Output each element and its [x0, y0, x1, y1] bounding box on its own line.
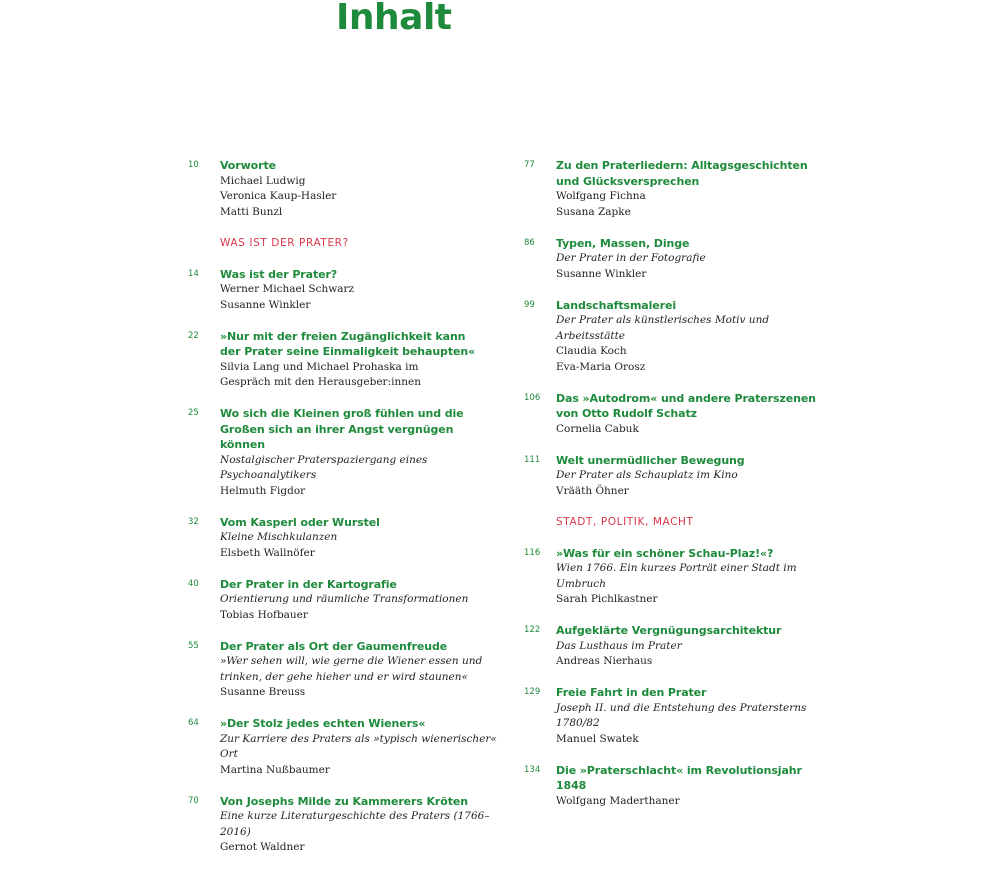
entry-authors: [556, 794, 834, 810]
page-number: 86: [524, 237, 535, 248]
toc-entry: [524, 763, 834, 810]
page-number: 134: [524, 764, 541, 775]
entry-subtitles: [220, 732, 498, 763]
entry-authors: [556, 267, 834, 283]
entry-author-line: Helmuth Figdor: [220, 484, 306, 497]
entry-title-line: Wo sich die Kleinen groß fühlen und die: [220, 407, 464, 420]
entry-titles: [220, 158, 498, 174]
entry-title-line: Die »Praterschlacht« im Revolutionsjahr 1848: [556, 763, 802, 792]
entry-subtitle-line: Orientierung und räumliche Transformationen: [220, 593, 469, 605]
entry-title-line: Vom Kasperl oder Wurstel: [220, 515, 380, 529]
entry-title-line: »Was für ein schöner Schau-Plaz!«?: [556, 546, 774, 560]
entry-author-line: Andreas Nierhaus: [556, 655, 653, 667]
toc-entry: [188, 158, 498, 220]
entry-subtitle-line: Nostalgischer Praterspaziergang eines Psychoanalytikers: [220, 453, 428, 481]
entry-author-line: Werner Michael Schwarz: [220, 283, 355, 295]
entry-subtitles: [220, 654, 498, 685]
toc-entry: [188, 406, 498, 499]
entry-author-line: Sarah Pichlkastner: [556, 593, 658, 605]
entry-title-line: der Prater seine Einmaligkeit behaupten«: [220, 345, 476, 358]
entry-author-line: Claudia Koch: [556, 345, 627, 357]
entry-titles: [220, 329, 498, 360]
entry-subtitles: [556, 313, 834, 344]
entry-author-line: Matti Bunzl: [220, 205, 283, 218]
entry-authors: [220, 174, 498, 221]
toc-entry: [524, 158, 834, 220]
entry-subtitles: [556, 561, 834, 592]
entry-subtitle-line: Der Prater als Schauplatz im Kino: [556, 469, 738, 481]
entry-author-line: Michael Ludwig: [220, 174, 306, 187]
entry-title-line: von Otto Rudolf Schatz: [556, 407, 697, 420]
entry-title-line: Das »Autodrom« und andere Praterszenen: [556, 391, 816, 405]
entry-author-line: Tobias Hofbauer: [220, 608, 308, 621]
entry-authors: [556, 654, 834, 670]
page-number: 106: [524, 392, 541, 403]
entry-subtitle-line: Wien 1766. Ein kurzes Porträt einer Stadt im Umbruch: [556, 562, 797, 590]
section-heading: STADT, POLITIK, MACHT: [556, 515, 694, 528]
entry-titles: [556, 763, 834, 794]
entry-title-line: Aufgeklärte Vergnügungsarchitektur: [556, 624, 782, 637]
entry-author-line: Wolfgang Fichna: [556, 190, 646, 202]
page-number: 55: [188, 640, 199, 651]
toc-block: [524, 546, 834, 810]
entry-subtitle-line: Joseph II. und die Entstehung des Pratersterns 1780/82: [556, 701, 807, 729]
toc-entry: [188, 577, 498, 624]
entry-subtitle-line: Der Prater in der Fotografie: [556, 252, 706, 264]
entry-subtitles: [556, 251, 834, 267]
toc-entry: [188, 716, 498, 778]
entry-title-line: »Nur mit der freien Zugänglichkeit kann: [220, 329, 466, 343]
entry-titles: [556, 236, 834, 252]
page-number: 22: [188, 330, 199, 341]
toc-entry: [524, 546, 834, 608]
entry-title-line: »Der Stolz jedes echten Wieners«: [220, 717, 426, 730]
page-number: 122: [524, 625, 541, 635]
entry-author-line: Vrääth Öhner: [556, 484, 629, 497]
entry-titles: [220, 794, 498, 810]
toc-block: [188, 158, 498, 220]
toc-entry: [524, 391, 834, 438]
entry-titles: [220, 716, 498, 732]
entry-subtitles: [556, 639, 834, 655]
page-number: 99: [524, 299, 535, 310]
entry-title-line: Großen sich an ihrer Angst vergnügen können: [220, 422, 454, 451]
entry-author-line: Veronica Kaup-Hasler: [220, 190, 337, 202]
entry-titles: [556, 623, 834, 639]
entry-authors: [556, 484, 834, 500]
toc-entry: [188, 794, 498, 856]
page-number: 14: [188, 268, 199, 279]
entry-title-line: Zu den Praterliedern: Alltagsgeschichten: [556, 159, 808, 172]
entry-subtitle-line: Kleine Mischkulanzen: [220, 531, 338, 543]
entry-titles: [556, 158, 834, 189]
entry-subtitles: [556, 701, 834, 732]
entry-subtitles: [220, 809, 498, 840]
entry-author-line: Susana Zapke: [556, 205, 631, 218]
toc-entry: [524, 685, 834, 747]
entry-titles: [556, 685, 834, 701]
entry-subtitles: [556, 468, 834, 484]
toc-entry: [188, 515, 498, 562]
entry-authors: [220, 840, 498, 856]
entry-title-line: Der Prater in der Kartografie: [220, 577, 397, 591]
page-number: 32: [188, 516, 199, 527]
entry-subtitle-line: Zur Karriere des Praters als »typisch wienerischer« Ort: [220, 732, 497, 760]
entry-author-line: Gernot Waldner: [220, 841, 305, 853]
entry-title-line: Der Prater als Ort der Gaumenfreude: [220, 639, 448, 653]
page-number: 77: [524, 160, 535, 170]
entry-author-line: Susanne Breuss: [220, 686, 306, 698]
page-number: 111: [524, 454, 541, 465]
toc-entry: [524, 298, 834, 376]
page-number: 25: [188, 408, 199, 418]
entry-author-line: Martina Nußbaumer: [220, 763, 330, 776]
entry-authors: [556, 422, 834, 438]
entry-titles: [556, 546, 834, 562]
entry-title-line: Von Josephs Milde zu Kammerers Kröten: [220, 794, 468, 808]
entry-titles: [220, 515, 498, 531]
entry-author-line: Cornelia Cabuk: [556, 422, 639, 435]
toc-entry: [524, 453, 834, 500]
entry-subtitle-line: Eine kurze Literaturgeschichte des Praters (1766–2016): [220, 810, 490, 838]
entry-authors: [220, 685, 498, 701]
entry-subtitles: [220, 530, 498, 546]
toc-block: [188, 267, 498, 856]
page-title: Inhalt: [336, 0, 452, 38]
entry-titles: [556, 453, 834, 469]
entry-titles: [220, 639, 498, 655]
entry-author-line: Susanne Winkler: [220, 298, 311, 311]
page-number: 40: [188, 578, 199, 589]
entry-titles: [220, 267, 498, 283]
entry-subtitle-line: »Wer sehen will, wie gerne die Wiener essen und: [220, 655, 483, 667]
entry-authors: [220, 546, 498, 562]
page-number: 10: [188, 160, 199, 170]
entry-titles: [220, 577, 498, 593]
toc-right-column: [524, 158, 834, 825]
entry-titles: [220, 406, 498, 453]
entry-subtitle-line: Das Lusthaus im Prater: [556, 639, 682, 652]
page-number: 116: [524, 547, 541, 558]
entry-authors: [220, 484, 498, 500]
entry-subtitles: [220, 592, 498, 608]
entry-titles: [556, 391, 834, 422]
entry-author-line: Eva-Maria Orosz: [556, 360, 646, 373]
entry-subtitles: [220, 453, 498, 484]
entry-title-line: Freie Fahrt in den Prater: [556, 686, 707, 699]
toc-block: [524, 158, 834, 499]
entry-title-line: und Glücksversprechen: [556, 174, 700, 188]
page-number: 129: [524, 687, 541, 697]
section-heading: WAS IST DER PRATER?: [220, 236, 349, 249]
entry-title-line: Was ist der Prater?: [220, 267, 338, 281]
toc-left-column: [188, 158, 498, 871]
entry-authors: [220, 763, 498, 779]
entry-subtitle-line: trinken, der gehe hieher und er wird staunen«: [220, 670, 468, 683]
entry-authors: [556, 344, 834, 375]
entry-author-line: Elsbeth Wallnöfer: [220, 546, 315, 559]
entry-authors: [556, 732, 834, 748]
entry-title-line: Typen, Massen, Dinge: [556, 236, 690, 250]
toc-entry: [524, 236, 834, 283]
entry-authors: [220, 608, 498, 624]
entry-author-line: Silvia Lang und Michael Prohaska im: [220, 360, 419, 373]
toc-entry: [188, 267, 498, 314]
entry-title-line: Vorworte: [220, 159, 276, 172]
entry-title-line: Landschaftsmalerei: [556, 298, 677, 312]
entry-author-line: Gespräch mit den Herausgeber:innen: [220, 376, 421, 388]
entry-authors: [556, 592, 834, 608]
toc-entry: [188, 639, 498, 701]
entry-title-line: Welt unermüdlicher Bewegung: [556, 453, 745, 467]
entry-titles: [556, 298, 834, 314]
entry-author-line: Wolfgang Maderthaner: [556, 794, 680, 807]
entry-subtitle-line: Der Prater als künstlerisches Motiv und Arbeitsstätte: [556, 314, 770, 342]
entry-authors: [556, 189, 834, 220]
page-number: 70: [188, 795, 199, 806]
entry-authors: [220, 282, 498, 313]
page-number: 64: [188, 718, 199, 728]
entry-authors: [220, 360, 498, 391]
entry-author-line: Susanne Winkler: [556, 267, 647, 280]
toc-entry: [524, 623, 834, 670]
entry-author-line: Manuel Swatek: [556, 732, 639, 745]
toc-entry: [188, 329, 498, 391]
